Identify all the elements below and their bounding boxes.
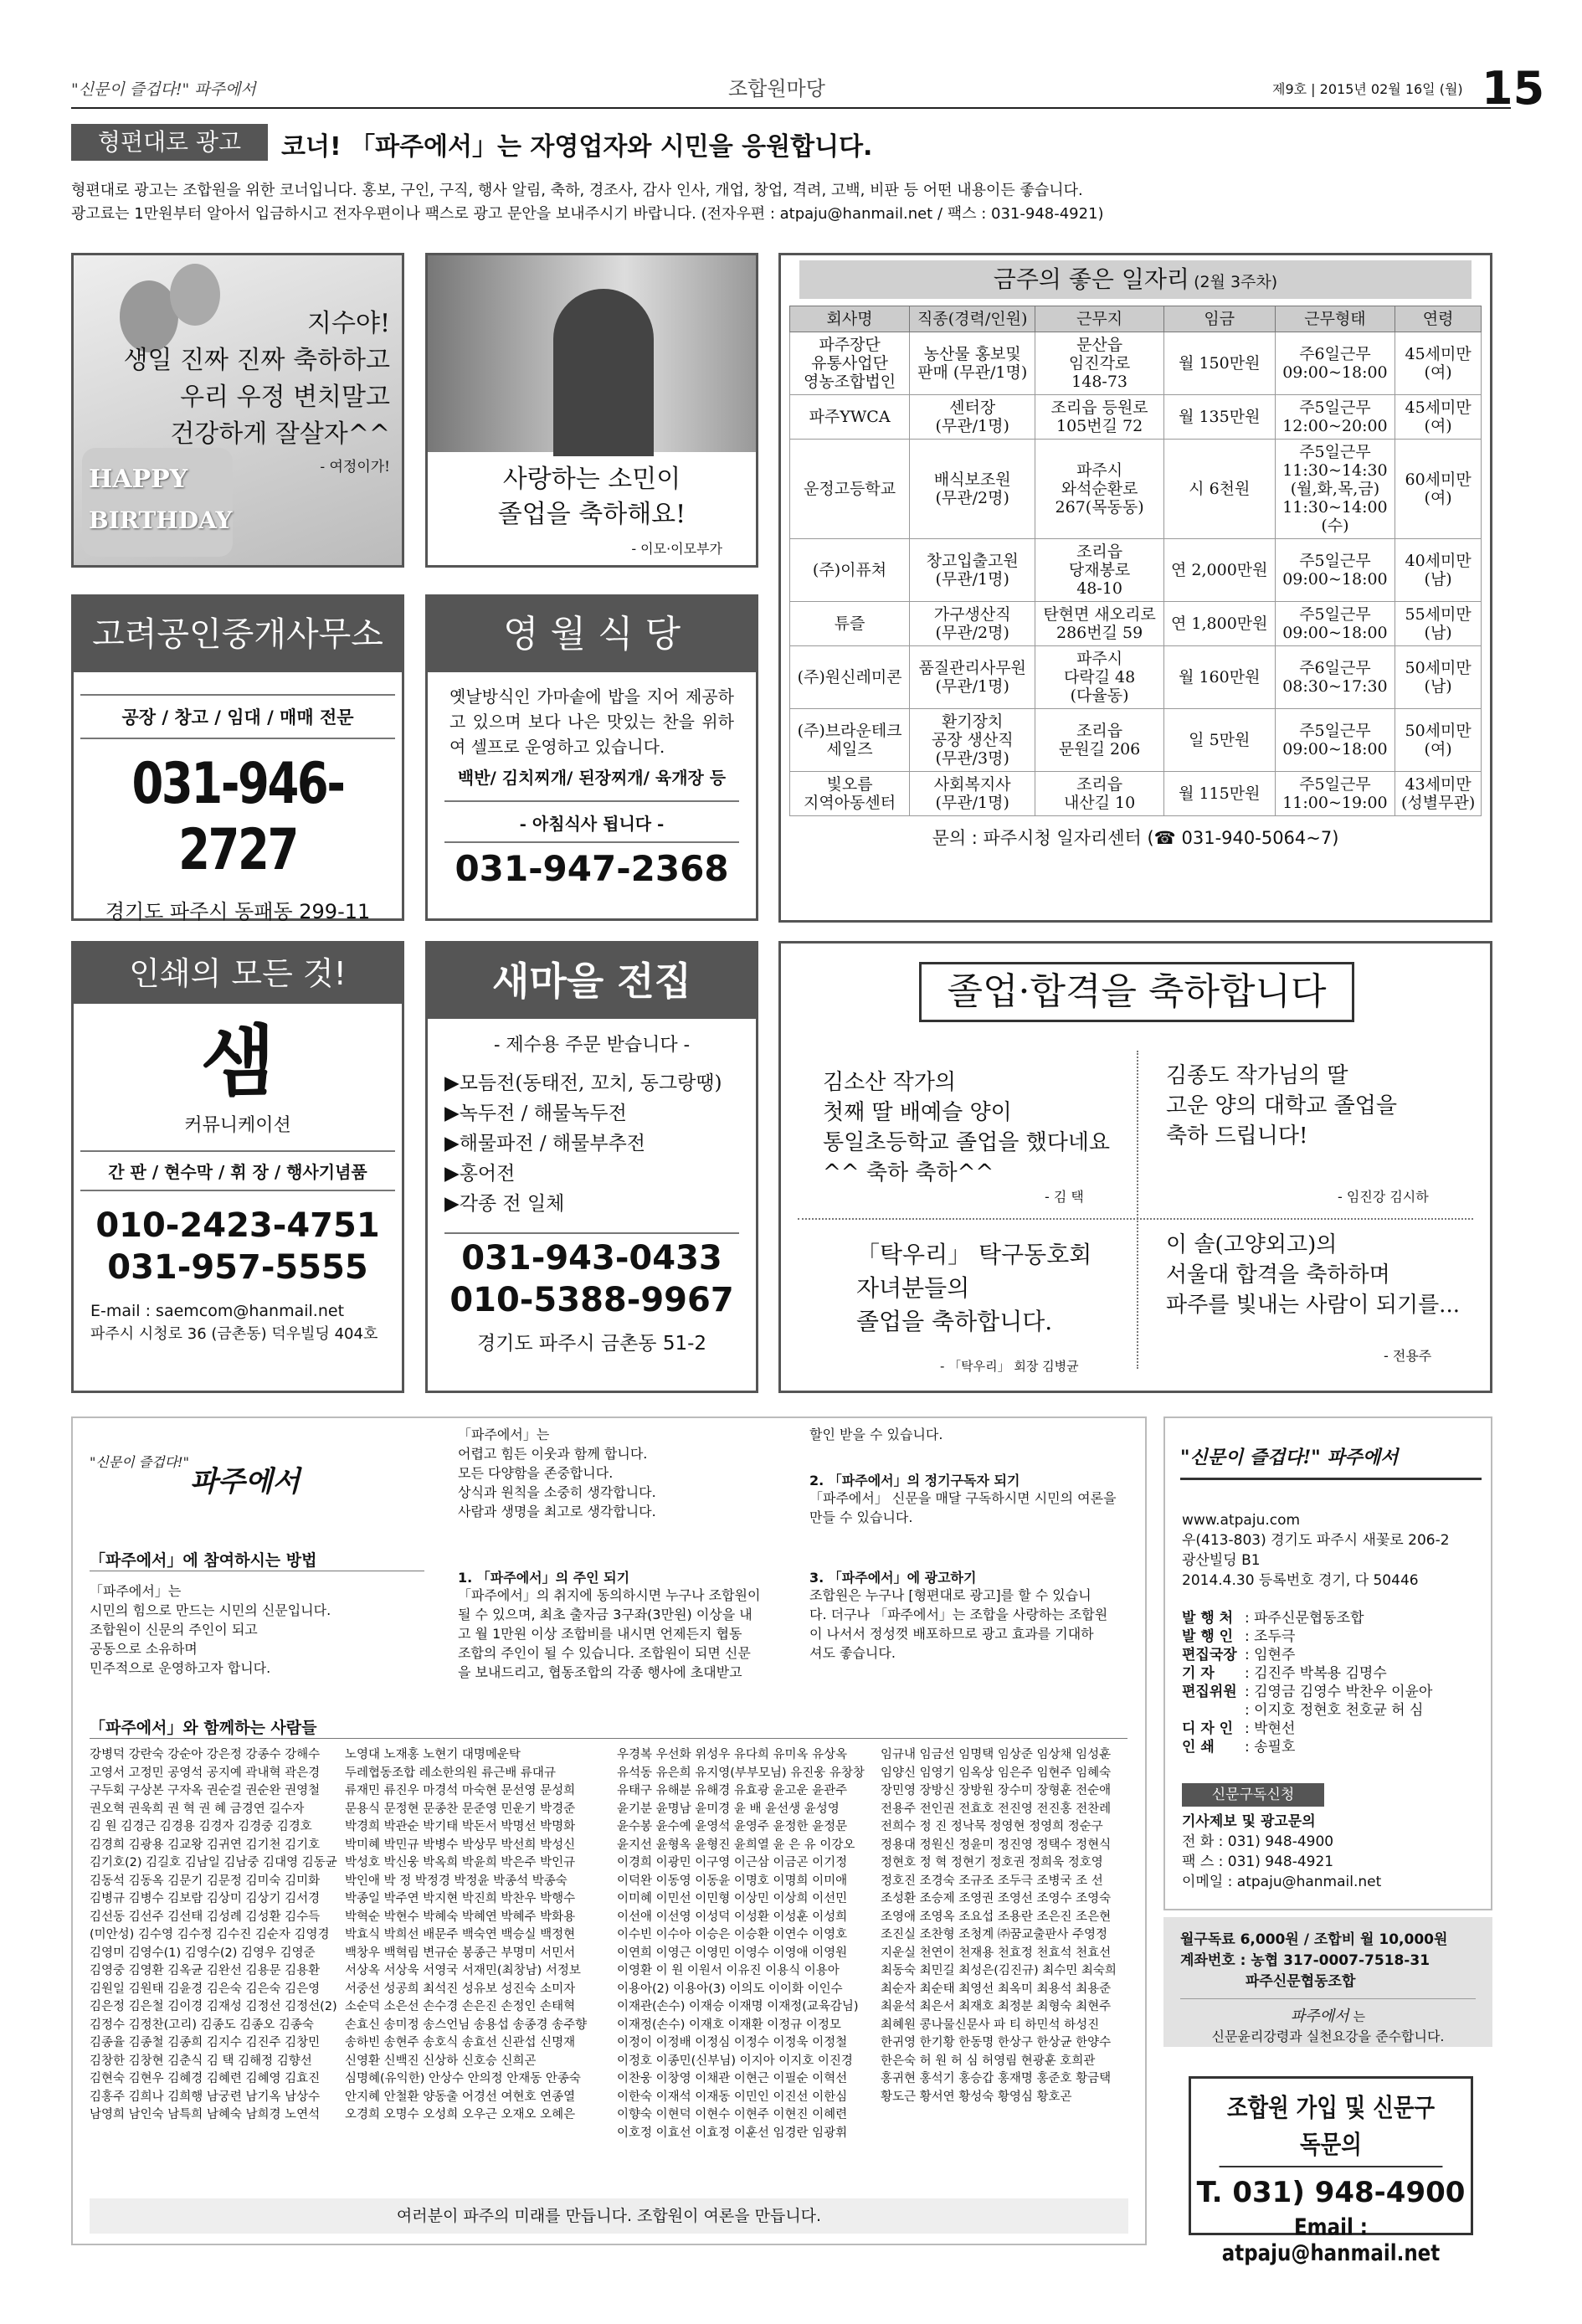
- staff-names: : 조두극: [1245, 1628, 1296, 1645]
- notice-logo: 파주에서: [190, 1465, 300, 1499]
- jeon-title: 새마을 전집: [428, 943, 756, 1019]
- header-rule: [71, 107, 1511, 109]
- table-cell: 조리읍 등원로 105번길 72: [1035, 395, 1164, 440]
- table-header: 직종(경력/인원): [910, 306, 1035, 332]
- congrats-item-4: [1166, 1230, 1460, 1320]
- realty-subtitle: 공장 / 창고 / 임대 / 매매 전문: [80, 694, 395, 739]
- notice-footer: 여러분이 파주의 미래를 만듭니다. 조합원이 여론을 만듭니다.: [90, 2198, 1128, 2234]
- birthday-sign: - 여정이가!: [320, 459, 390, 476]
- table-header: 연령: [1395, 306, 1482, 332]
- congrats-line: 파주를 빛내는 사람이 되기를...: [1166, 1293, 1460, 1318]
- table-cell: 가구생산직 (무관/2명): [910, 602, 1035, 646]
- table-cell: 주5일근무 12:00~20:00: [1275, 395, 1395, 440]
- birthday-ad: [71, 253, 404, 568]
- ethics-line: [1180, 1998, 1476, 2045]
- congrats-sign: - 김 택: [1045, 1189, 1084, 1205]
- print-ad: [71, 941, 404, 1393]
- ad-text-1: 형편대로 광고는 조합원을 위한 코너입니다. 홍보, 구인, 구직, 행사 알림, 축하, 경조사, 감사 인사, 개업, 창업, 격려, 고백, 비판 등 어떤 내용이든 좋습니다.: [71, 182, 1083, 199]
- contact-box: [1189, 2076, 1473, 2266]
- birthday-line: 건강하게 잘살자^^: [170, 419, 390, 449]
- table-cell: 주5일근무 09:00~18:00: [1275, 709, 1395, 772]
- congrats-divider: [798, 1218, 1473, 1220]
- restaurant-phone: 031-947-2368: [444, 841, 739, 889]
- ethics-logo: 파주에서: [1290, 2008, 1349, 2025]
- staff-row: [1182, 1646, 1432, 1664]
- restaurant-menu: 백반/ 김치찌개/ 된장찌개/ 육개장 등: [457, 768, 727, 788]
- table-cell: 빛오름 지역아동센터: [790, 772, 910, 816]
- realty-address: 경기도 파주시 동패동 299-11: [105, 900, 371, 923]
- congrats-line: 통일초등학교 졸업을 했다네요: [823, 1130, 1111, 1155]
- print-phone: 010-2423-4751: [95, 1206, 380, 1245]
- staff-names: : 임현주: [1245, 1647, 1296, 1663]
- staff-names: : 김영금 김영수 박찬우 이윤아: [1245, 1684, 1433, 1700]
- masthead-info: [1182, 1510, 1450, 1591]
- notice-intro: 「파주에서」는 어렵고 힘든 이웃과 함께 합니다. 모든 다양함을 존중합니다. 상식과 원칙을 소중히 생각합니다. 사람과 생명을 최고로 생각합니다.: [458, 1427, 656, 1519]
- menu-item: ▶녹두전 / 해물녹두전: [444, 1103, 627, 1124]
- staff-row: [1182, 1683, 1432, 1701]
- congrats-line: 첫째 딸 배예슬 양이: [823, 1100, 1012, 1125]
- staff-role: 편집국장: [1182, 1647, 1237, 1663]
- masthead-address: 우(413-803) 경기도 파주시 새꽃로 206-2: [1182, 1532, 1450, 1549]
- subscription-label: 신문구독신청: [1182, 1783, 1324, 1807]
- masthead-address: 광산빌딩 B1: [1182, 1552, 1261, 1569]
- print-title: 인쇄의 모든 것!: [74, 943, 402, 1004]
- members-title: 「파주에서」와 함께하는 사람들: [90, 1719, 317, 1737]
- table-cell: 사회복지사 (무관/1명): [910, 772, 1035, 816]
- issue-info: 제9호 | 2015년 02월 16일 (월): [1272, 81, 1463, 97]
- notice-body: 「파주에서」 신문을 매달 구독하시면 시민의 여론을 만들 수 있습니다.: [809, 1490, 1117, 1525]
- bank-account: 계좌번호 : 농협 317-0007-7518-31: [1180, 1952, 1430, 1969]
- page-number: 15: [1482, 62, 1545, 115]
- table-cell: 주5일근무 11:00~19:00: [1275, 772, 1395, 816]
- birthday-line: 생일 진짜 진짜 축하하고: [123, 346, 390, 375]
- subscription-phone: 전 화 : 031) 948-4900: [1182, 1833, 1334, 1850]
- congrats-box: [778, 941, 1492, 1393]
- table-row: [790, 395, 1482, 440]
- table-cell: 일 5만원: [1163, 709, 1275, 772]
- table-row: [790, 646, 1482, 709]
- table-header: 회사명: [790, 306, 910, 332]
- subscription-line: 기사제보 및 광고문의: [1182, 1813, 1316, 1830]
- cake-text: HAPPY: [89, 465, 188, 494]
- staff-names: : 파주신문협동조합: [1245, 1610, 1364, 1627]
- members-column: 우경복 우선화 위성우 유다희 유미옥 유상옥 유석동 유은희 유지영(부부모님) 유진웅 유창창 유태구 유해분 유해경 유효광 윤고운 윤관주 윤기분 윤명남 윤미경 윤 배 윤선생 윤성영 윤수봉 윤수예 윤영석 윤영주 윤정한 윤정문 윤지선 윤형옥 윤형진 윤희열 윤 은 유 이강오 이경희 이광민 이구영 이근삼 이금곤 이기정 이덕완 이동영 이동윤 이명호 이명희 이미애 이미혜 이민선 이민형 이상민 이상희 이선민 이선애 이선영 이성덕 이성환 이성훈 이성희 이수빈 이수아 이승은 이승환 이연수 이영호 이연희 이영근 이영민 이영수 이영애 이영원 이영환 이 원 이원서 이유진 이용식 이용아 이용아(2) 이용아(3) 이의도 이이화 이인수 이재관(손수) 이재승 이재명 이재정(교육감님) 이재정(손수) 이재호 이재환 이정규 이정모 이정이 이정배 이정심 이정수 이정욱 이정철 이정호 이종민(신부님) 이지아 이지호 이진경 이찬웅 이창영 이채관 이현근 이필순 이혁선 이한숙 이재석 이재동 이민인 이진선 이한심 이향숙 이현덕 이현수 이현주 이현진 이혜련 이호정 이효선 이효정 이훈선 임경란 임광휘: [617, 1748, 865, 2140]
- table-cell: 40세미만 (남): [1395, 539, 1482, 602]
- congrats-line: 김소산 작가의: [823, 1070, 956, 1095]
- jeon-address: 경기도 파주시 금촌동 51-2: [476, 1333, 707, 1355]
- print-services: 간 판 / 현수막 / 휘 장 / 행사기념품: [80, 1150, 395, 1191]
- table-row: [790, 440, 1482, 539]
- table-cell: 50세미만 (남): [1395, 646, 1482, 709]
- congrats-line: 고운 양의 대학교 졸업을: [1166, 1093, 1397, 1118]
- table-cell: 파주시 와석순환로 267(목동동): [1035, 440, 1164, 539]
- congrats-line: 서울대 합격을 축하하며: [1166, 1262, 1390, 1288]
- table-cell: 조리읍 당재봉로 48-10: [1035, 539, 1164, 602]
- realty-phone: 031-946-2727: [131, 751, 344, 883]
- table-cell: 월 160만원: [1163, 646, 1275, 709]
- congrats-sign: - 전용주: [1384, 1348, 1432, 1364]
- table-cell: 주6일근무 08:30~17:30: [1275, 646, 1395, 709]
- table-cell: 센터장 (무관/1명): [910, 395, 1035, 440]
- header-logo: "신문이 즐겁다!" 파주에서: [71, 80, 256, 99]
- realty-ad: [71, 594, 404, 921]
- table-cell: 45세미만 (여): [1395, 395, 1482, 440]
- congrats-sign: - 「탁우리」 회장 김병균: [940, 1359, 1079, 1374]
- notice-body: 조합원은 누구나 [형편대로 광고]를 할 수 있습니 다. 더구나 「파주에서」는 조합을 사랑하는 조합원 이 나서서 정성껏 배포하므로 광고 효과를 기대하 셔도 좋습니다.: [809, 1587, 1108, 1661]
- congrats-line: 축하 드립니다!: [1166, 1123, 1308, 1149]
- congrats-line: 자녀분들의: [856, 1274, 970, 1302]
- somin-sign: - 이모·이모부가: [631, 541, 722, 557]
- table-header: 근무지: [1035, 306, 1164, 332]
- table-cell: 문산읍 임진각로 148-73: [1035, 332, 1164, 395]
- ad-label: 형편대로 광고: [71, 124, 268, 161]
- staff-role: 발 행 처: [1182, 1610, 1234, 1627]
- restaurant-description: 옛날방식인 가마솥에 밥을 지어 제공하고 있으며 보다 나은 맛있는 찬을 위하여 셀프로 운영하고 있습니다.: [449, 686, 734, 757]
- table-cell: 주6일근무 09:00~18:00: [1275, 332, 1395, 395]
- somin-line: 졸업을 축하해요!: [497, 500, 686, 529]
- realty-title: 고려공인중개사무소: [74, 597, 402, 672]
- staff-names: : 송필호: [1245, 1739, 1296, 1756]
- congrats-item-1: [823, 1067, 1110, 1188]
- congrats-item-3: [856, 1238, 1091, 1339]
- contact-title: 조합원 가입 및 신문구독문의: [1220, 2087, 1443, 2167]
- restaurant-ad: [425, 594, 758, 921]
- jobs-title-bar: [799, 260, 1472, 299]
- table-cell: (주)이퓨쳐: [790, 539, 910, 602]
- table-cell: 월 135만원: [1163, 395, 1275, 440]
- staff-row: [1182, 1701, 1432, 1720]
- congrats-title: 졸업·합격을 축하합니다: [919, 962, 1354, 1022]
- print-brand: 커뮤니케이션: [184, 1115, 291, 1136]
- notice-body: 할인 받을 수 있습니다.: [809, 1427, 943, 1442]
- masthead-registration: 2014.4.30 등록번호 경기, 다 50446: [1182, 1572, 1419, 1589]
- congrats-divider: [1137, 1051, 1138, 1369]
- table-row: [790, 602, 1482, 646]
- notice-heading: 3. 「파주에서」에 광고하기: [809, 1570, 977, 1586]
- birthday-line: 우리 우정 변치말고: [180, 383, 390, 412]
- table-cell: 튜즐: [790, 602, 910, 646]
- subscription-email: 이메일 : atpaju@hanmail.net: [1182, 1874, 1382, 1890]
- congrats-sign: - 임진강 김시하: [1338, 1189, 1429, 1205]
- table-cell: 조리읍 내산길 10: [1035, 772, 1164, 816]
- table-row: [790, 332, 1482, 395]
- jeon-menu-list: [428, 1057, 756, 1219]
- birthday-line: 지수야!: [307, 309, 390, 338]
- staff-names: : 이지호 정현호 천호균 허 심: [1245, 1702, 1424, 1719]
- notice-body: 「파주에서」의 취지에 동의하시면 누구나 조합원이 될 수 있으며, 최초 출자금 3구좌(3만원) 이상을 내 고 월 1만원 이상 조합비를 내시면 언제든지 협동 조합의 주인이 될 수 있습니다. 조합원이 되면 신문 을 보내드리고, 협동조합의 각종 행사에 초대받고: [458, 1587, 761, 1680]
- table-cell: 월 150만원: [1163, 332, 1275, 395]
- subscription-fax: 팩 스 : 031) 948-4921: [1182, 1854, 1334, 1870]
- notice-logo: "신문이 즐겁다!": [90, 1454, 189, 1470]
- table-cell: 환기장치 공장 생산직 (무관/3명): [910, 709, 1035, 772]
- congrats-line: ^^ 축하 축하^^: [823, 1160, 994, 1185]
- jobs-subtitle: (2월 3주차): [1194, 273, 1278, 291]
- table-cell: 시 6천원: [1163, 440, 1275, 539]
- subscription-info: [1182, 1812, 1381, 1892]
- staff-row: [1182, 1720, 1432, 1738]
- somin-line: 사랑하는 소민이: [502, 465, 681, 494]
- table-cell: 파주시 다락길 48 (다율동): [1035, 646, 1164, 709]
- staff-row: [1182, 1609, 1432, 1627]
- staff-row: [1182, 1627, 1432, 1646]
- table-cell: 품질관리사무원 (무관/1명): [910, 646, 1035, 709]
- staff-role: 인 쇄: [1182, 1739, 1215, 1756]
- masthead: [1163, 1417, 1492, 1910]
- menu-item: ▶각종 전 일체: [444, 1193, 565, 1215]
- print-address: 파주시 시청로 36 (금촌동) 덕우빌딩 404호: [90, 1325, 378, 1343]
- table-cell: 농산물 홍보및 판매 (무관/1명): [910, 332, 1035, 395]
- ad-text-2: 광고료는 1만원부터 알아서 입금하시고 전자우편이나 팩스로 광고 문안을 보내주시기 바랍니다. (전자우편 : atpaju@hanmail.net / 팩스 : 031-948-4921): [71, 205, 1104, 223]
- section-title: 조합원마당: [728, 77, 825, 100]
- subscription-fee: 월구독료 6,000원 / 조합비 월 10,000원: [1180, 1931, 1448, 1948]
- person-silhouette: [553, 289, 654, 456]
- table-cell: 60세미만 (여): [1395, 440, 1482, 539]
- table-cell: (주)브라운테크 세일즈: [790, 709, 910, 772]
- jeon-ad: [425, 941, 758, 1393]
- print-email: E-mail : saemcom@hanmail.net: [90, 1302, 345, 1320]
- staff-row: [1182, 1664, 1432, 1683]
- table-cell: 연 1,800만원: [1163, 602, 1275, 646]
- members-column: 강병덕 강란숙 강순아 강은정 강종수 강해수 고영서 고정민 공영석 공지예 곽내혁 곽은경 구두회 구상본 구자옥 권순걸 권순완 권영철 권오혁 권욱희 권 혁 권 혜 금경연 길수자 김 원 김경근 김경용 김경자 김경중 김경호 김경희 김광용 김교왕 김귀연 김기천 김기호 김기호(2) 김길호 김남일 김남중 김대영 김동균 김동석 김동옥 김문기 김문정 김미숙 김미화 김병규 김병수 김보람 김상미 김상기 김서경 김선동 김선주 김선태 김성례 김성환 김수득 (미안성) 김수영 김수정 김수진 김순자 김영경 김영미 김영수(1) 김영수(2) 김영우 김영준 김영중 김영환 김옥균 김완선 김용문 김용환 김원일 김원태 김윤경 김은숙 김은숙 김은영 김은정 김은철 김이경 김재성 김정선 김정선(2) 김정수 김정찬(고리) 김종도 김종오 김종숙 김종율 김종철 김종희 김지수 김진주 김창민 김창한 김창현 김춘식 김 택 김해정 김향선 김현숙 김현우 김혜경 김혜련 김혜영 김효진 김홍주 김희나 김희행 남궁련 남기옥 남상수 남영희 남인숙 남특희 남혜숙 남희경 노연석: [90, 1748, 337, 2121]
- jeon-subtitle: - 제수용 주문 받습니다 -: [493, 1035, 691, 1056]
- jobs-title: 금주의 좋은 일자리: [993, 265, 1189, 293]
- contact-phone: T. 031) 948-4900: [1196, 2176, 1466, 2209]
- table-cell: 창고입출고원 (무관/1명): [910, 539, 1035, 602]
- notice-box: [71, 1417, 1147, 2245]
- menu-item: ▶해물파전 / 해물부추전: [444, 1133, 646, 1154]
- table-cell: 45세미만 (여): [1395, 332, 1482, 395]
- ethics-suffix: 는: [1353, 2009, 1366, 2024]
- masthead-logo: "신문이 즐겁다!" 파주에서: [1180, 1443, 1482, 1480]
- congrats-item-2: [1166, 1061, 1397, 1151]
- jobs-box: [778, 253, 1492, 923]
- congrats-line: 졸업을 축하합니다.: [856, 1308, 1053, 1335]
- table-cell: 탄현면 새오리로 286번길 59: [1035, 602, 1164, 646]
- table-row: [790, 772, 1482, 816]
- table-cell: 43세미만 (성별무관): [1395, 772, 1482, 816]
- table-row: [790, 539, 1482, 602]
- graduate-photo: [428, 255, 756, 452]
- notice-heading: 1. 「파주에서」의 주인 되기: [458, 1570, 630, 1586]
- staff-list: [1182, 1609, 1432, 1756]
- jeon-phone: 031-943-0433: [444, 1232, 739, 1278]
- table-header: 임금: [1163, 306, 1275, 332]
- birthday-message: [124, 306, 390, 481]
- table-cell: 조리읍 문원길 206: [1035, 709, 1164, 772]
- fee-box: [1163, 1917, 1492, 2047]
- cake-text: BIRTHDAY: [89, 506, 233, 534]
- jeon-phone: 010-5388-9967: [449, 1281, 734, 1319]
- menu-item: ▶모듬전(동태전, 꼬치, 동그랑땡): [444, 1072, 722, 1094]
- table-cell: 파주YWCA: [790, 395, 910, 440]
- jobs-table: [789, 306, 1482, 816]
- table-cell: (주)원신레미콘: [790, 646, 910, 709]
- congrats-line: 「탁우리」 탁구동호회: [856, 1241, 1092, 1268]
- print-phone: 031-957-5555: [107, 1248, 368, 1287]
- menu-item: ▶홍어전: [444, 1163, 516, 1185]
- staff-role: 디 자 인: [1182, 1720, 1234, 1737]
- graduation-ad-somin: [425, 253, 758, 568]
- staff-names: : 김진주 박복용 김명수: [1245, 1665, 1387, 1682]
- table-cell: 연 2,000만원: [1163, 539, 1275, 602]
- table-cell: 배식보조원 (무관/2명): [910, 440, 1035, 539]
- members-column: 임규내 임금선 임명택 임상준 임상채 임성훈 임양신 임영기 임옥상 임은주 임현주 임혜숙 장민영 장방신 장방원 장수미 장형훈 전순애 전용주 전인권 전효호 전진영 전진홍 전찬레 전희수 정 진 정낙묵 정영현 정영희 정순구 정용대 정원신 정윤미 정진영 정택수 정현식 정현호 정 혁 정현기 정호권 정희욱 정호영 정호진 조경숙 조규조 조두극 조병국 조 선 조성환 조승제 조영권 조영선 조영수 조영숙 조영애 조영옥 조요섭 조용란 조은진 조은현 조진실 조찬형 조청계 ㈜꿈교출판사 주영정 지운실 천연이 천재용 천효정 천효석 천효선 최동숙 최민길 최성은(김진규) 최수민 최숙희 최순자 최순태 최영선 최옥미 최용석 최용준 최윤석 최은서 최재호 최정분 최형숙 최현주 최혜원 콩나물신문사 파 티 하민석 하성진 한귀영 한기황 한동명 한상구 한상균 한양수 한은숙 허 원 허 심 허영림 현광훈 호희관 홍귀현 홍석기 홍승갑 홍재명 홍준호 황금택 황도근 황서연 황성숙 황영심 황호곤: [881, 1748, 1117, 2104]
- congrats-line: 이 솔(고양외고)의: [1166, 1232, 1338, 1257]
- restaurant-breakfast: - 아침식사 됩니다 -: [444, 800, 739, 835]
- table-header: 근무형태: [1275, 306, 1395, 332]
- restaurant-title: 영 월 식 당: [428, 597, 756, 672]
- table-cell: 주5일근무 09:00~18:00: [1275, 539, 1395, 602]
- table-cell: 월 115만원: [1163, 772, 1275, 816]
- members-rule: [90, 1738, 1127, 1739]
- table-cell: 주5일근무 09:00~18:00: [1275, 602, 1395, 646]
- table-cell: 주5일근무 11:30~14:30 (월,화,목,금) 11:30~14:00 (수): [1275, 440, 1395, 539]
- staff-role: 편집위원: [1182, 1684, 1237, 1700]
- ethics-statement: 신문윤리강령과 실천요강을 준수합니다.: [1211, 2028, 1445, 2044]
- how-body: 「파주에서」는 시민의 힘으로 만드는 시민의 신문입니다. 조합원이 신문의 주인이 되고 공동으로 소유하며 민주적으로 운영하고자 합니다.: [90, 1583, 331, 1676]
- staff-role: [1182, 1701, 1245, 1720]
- staff-role: 발 행 인: [1182, 1628, 1234, 1645]
- somin-message: [428, 462, 756, 532]
- notice-heading: 2. 「파주에서」의 정기구독자 되기: [809, 1473, 1020, 1488]
- contact-email: Email : atpaju@hanmail.net: [1221, 2214, 1441, 2266]
- staff-role: 기 자: [1182, 1665, 1215, 1682]
- members-column: 노영대 노재홍 노현기 대명메운탁 두레협동조합 레소한의원 류근배 류대규 류재민 류진우 마경석 마숙현 문선영 문성희 문용식 문정현 문종찬 문준영 민운기 박경준 박경희 박관순 박기태 박돈서 박명선 박명화 박미혜 박민규 박병수 박상무 박선희 박성신 박성호 박신웅 박옥희 박윤희 박은주 박인규 박인애 박 정 박정경 박정윤 박종석 박종숙 박종일 박주연 박지현 박진희 박찬우 박행수 박혁순 박현수 박혜숙 박혜연 박혜주 박화용 박효식 박희선 배문주 백숙연 백승실 백정현 백창우 백혁림 변규순 봉종근 부명미 서민서 서상옥 서상욱 서영국 서재민(최창남) 서정보 서중선 성공희 최석진 성유보 성진숙 소미자 소순덕 소은선 손수경 손은진 손정인 손태혁 손효신 송미정 송스언님 송용섭 송종경 송주향 송하빈 송현주 송호식 송효선 신관섭 신명재 신영환 신백진 신상하 신호승 신희곤 심명혜(유익한) 안상수 안의정 안재동 안종숙 안지혜 안철환 양동출 어경선 여현호 연종열 오경희 오명수 오성희 오우근 오재오 오혜은: [345, 1748, 588, 2121]
- table-cell: 운정고등학교: [790, 440, 910, 539]
- table-cell: 55세미만 (남): [1395, 602, 1482, 646]
- staff-row: [1182, 1738, 1432, 1756]
- staff-names: : 박현선: [1245, 1720, 1296, 1737]
- print-logo: 샘: [200, 1016, 275, 1107]
- table-cell: 50세미만 (여): [1395, 709, 1482, 772]
- bank-account-holder: 파주신문협동조합: [1246, 1973, 1356, 1990]
- congrats-line: 김종도 작가님의 딸: [1166, 1063, 1348, 1088]
- table-cell: 파주장단 유통사업단 영농조합법인: [790, 332, 910, 395]
- jobs-contact: 문의 : 파주시청 일자리센터 (☎ 031-940-5064~7): [932, 828, 1339, 848]
- ad-headline: 코너! 「파주에서」는 자영업자와 시민을 응원합니다.: [281, 132, 873, 162]
- how-title: 「파주에서」에 참여하시는 방법: [90, 1551, 317, 1570]
- table-row: [790, 709, 1482, 772]
- masthead-url: www.atpaju.com: [1182, 1512, 1301, 1529]
